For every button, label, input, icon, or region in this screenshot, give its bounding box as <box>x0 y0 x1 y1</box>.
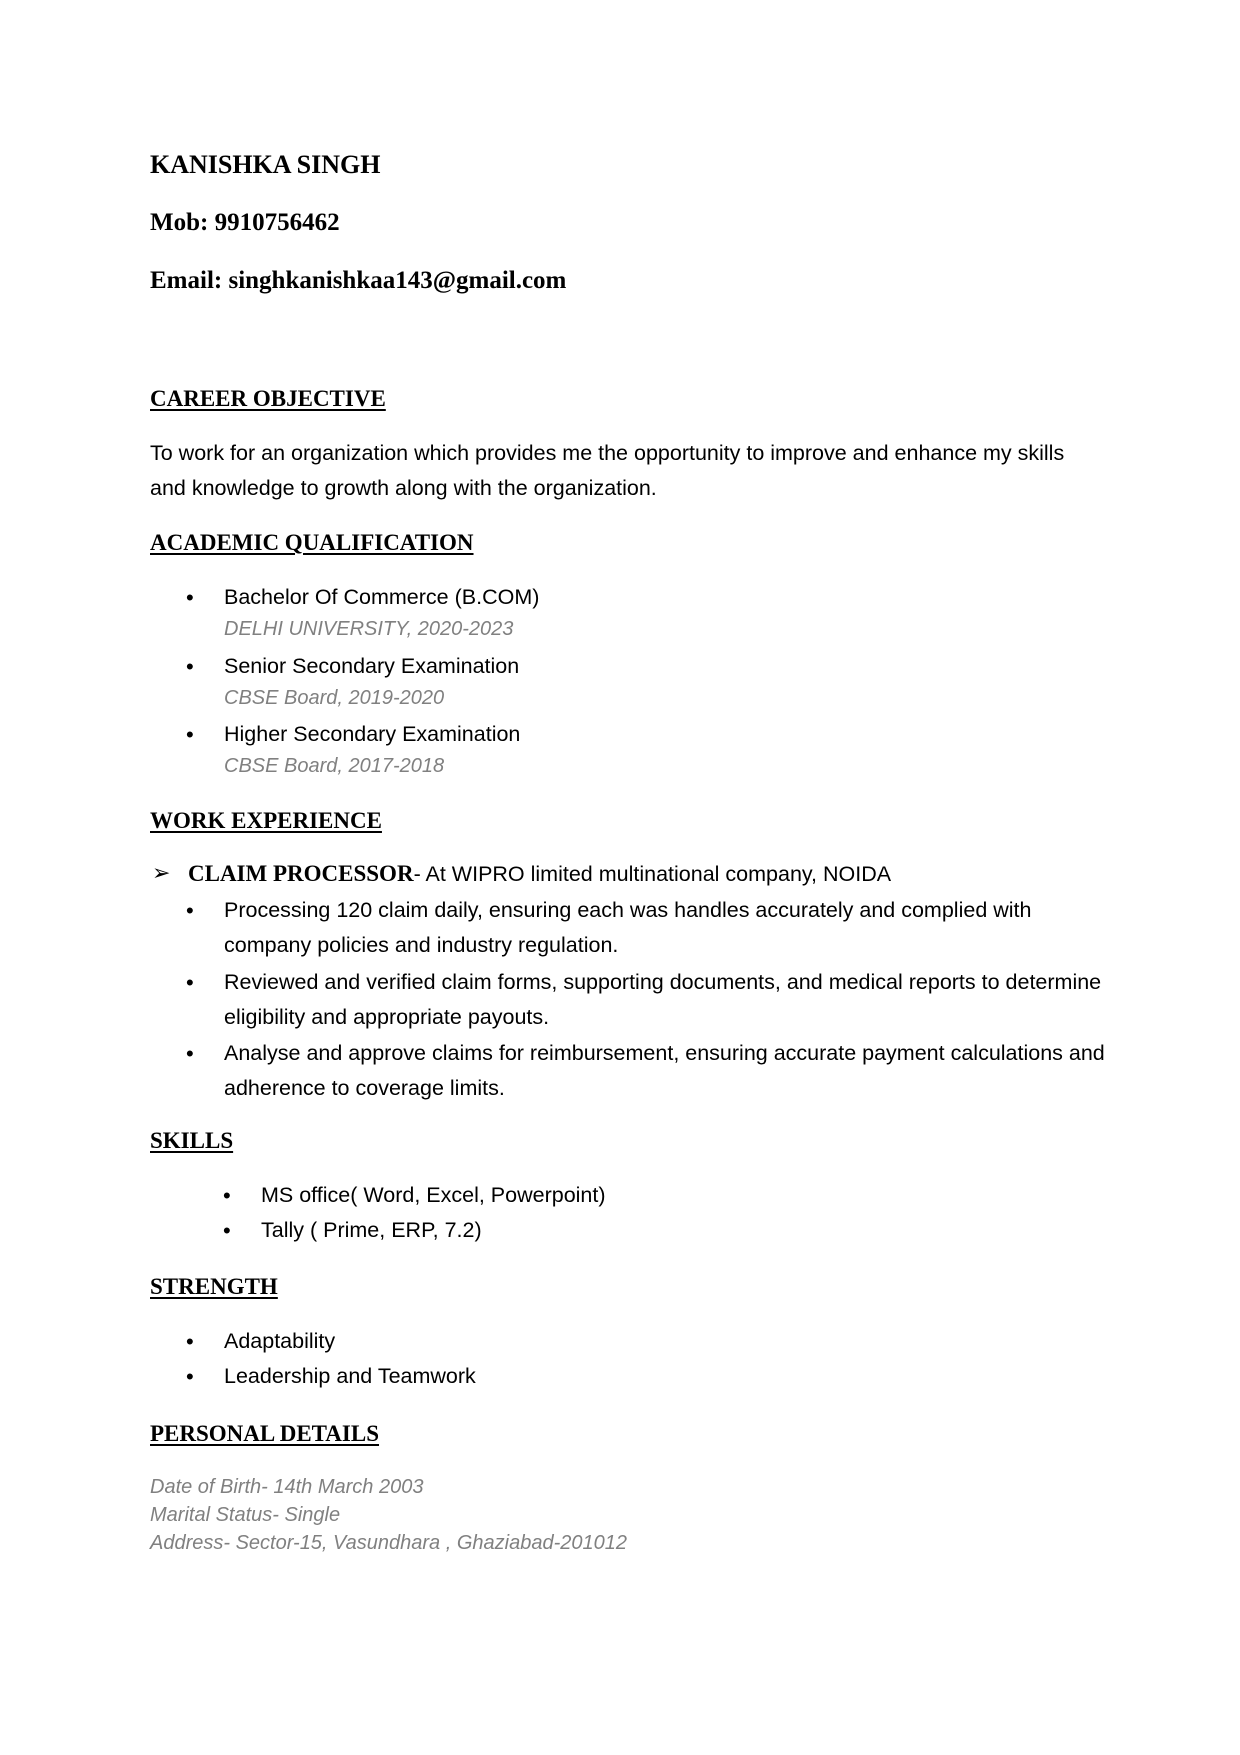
academic-item-detail: CBSE Board, 2017-2018 <box>224 755 445 777</box>
bullet-icon: • <box>223 1183 231 1208</box>
work-point-3 <box>186 1036 1124 1106</box>
strength-item-1 <box>186 1324 336 1359</box>
job-role <box>188 861 891 887</box>
skills-heading: SKILLS <box>150 1128 234 1153</box>
work-point-text: Analyse and approve claims for reimbursement, ensuring accurate payment calculations and adherence to coverage limits. <box>224 1041 1105 1100</box>
skill-item-2 <box>223 1213 482 1248</box>
strength-heading: STRENGTH <box>150 1274 278 1299</box>
academic-heading: ACADEMIC QUALIFICATION <box>150 530 474 555</box>
career-objective-heading: CAREER OBJECTIVE <box>150 386 386 411</box>
job-title: CLAIM PROCESSOR <box>188 861 414 886</box>
bullet-icon: • <box>186 722 194 747</box>
candidate-name: KANISHKA SINGH <box>150 150 381 179</box>
bullet-icon: • <box>186 585 194 610</box>
academic-item-title: Senior Secondary Examination <box>224 654 520 678</box>
mobile-number: Mob: 9910756462 <box>150 209 340 236</box>
academic-item-detail: DELHI UNIVERSITY, 2020-2023 <box>224 618 514 640</box>
academic-item-2 <box>186 649 520 684</box>
bullet-icon: • <box>186 1364 194 1389</box>
bullet-icon: • <box>223 1218 231 1243</box>
academic-item-3 <box>186 717 521 752</box>
career-objective-text: To work for an organization which provides me the opportunity to improve and enhance my skills and knowledge to growth along with the organization. <box>150 441 1065 500</box>
academic-item-1 <box>186 580 540 615</box>
strength-item-2 <box>186 1359 476 1394</box>
work-point-text: Processing 120 claim daily, ensuring each was handles accurately and complied with company policies and industry regulation. <box>224 898 1032 957</box>
strength-text: Leadership and Teamwork <box>224 1364 476 1388</box>
bullet-icon: • <box>186 654 194 679</box>
email-address: Email: singhkanishkaa143@gmail.com <box>150 267 567 294</box>
skill-text: MS office( Word, Excel, Powerpoint) <box>261 1183 606 1207</box>
bullet-icon: • <box>186 1041 194 1066</box>
skill-item-1 <box>223 1178 606 1213</box>
work-point-text: Reviewed and verified claim forms, supporting documents, and medical reports to determine eligibility and appropriate payouts. <box>224 970 1102 1029</box>
academic-item-detail: CBSE Board, 2019-2020 <box>224 687 445 709</box>
bullet-icon: • <box>186 1329 194 1354</box>
address: Address- Sector-15, Vasundhara , Ghaziabad-201012 <box>150 1532 627 1554</box>
skill-text: Tally ( Prime, ERP, 7.2) <box>261 1218 482 1242</box>
job-company: - At WIPRO limited multinational company, NOIDA <box>413 862 892 886</box>
bullet-icon: • <box>186 898 194 923</box>
academic-item-title: Higher Secondary Examination <box>224 722 521 746</box>
academic-item-title: Bachelor Of Commerce (B.COM) <box>224 585 540 609</box>
work-experience-heading: WORK EXPERIENCE <box>150 808 382 833</box>
strength-text: Adaptability <box>224 1329 336 1353</box>
arrow-bullet-icon: ➢ <box>152 860 171 885</box>
bullet-icon: • <box>186 970 194 995</box>
work-point-1 <box>186 893 1124 963</box>
marital-status: Marital Status- Single <box>150 1504 341 1526</box>
work-point-2 <box>186 965 1124 1035</box>
personal-details-heading: PERSONAL DETAILS <box>150 1421 380 1446</box>
date-of-birth: Date of Birth- 14th March 2003 <box>150 1476 424 1498</box>
